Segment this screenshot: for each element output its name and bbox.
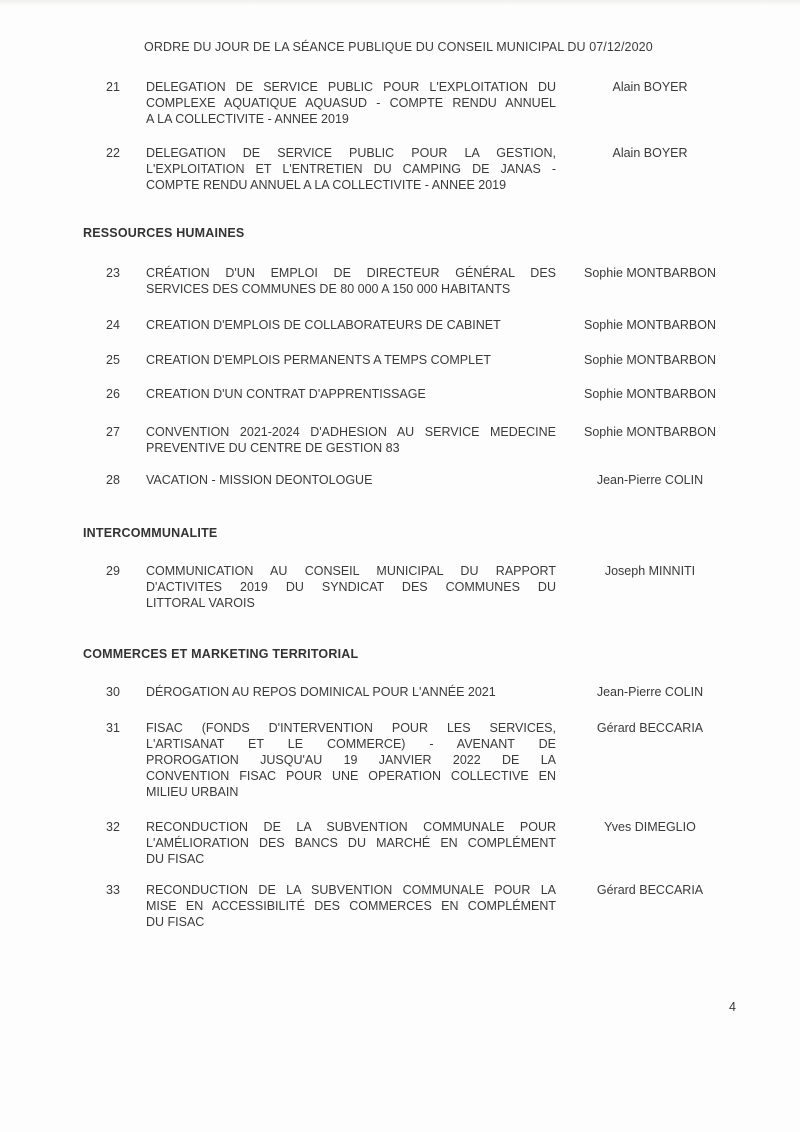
item-presenter: Sophie MONTBARBON: [584, 387, 716, 401]
section-heading: RESSOURCES HUMAINES: [83, 226, 245, 240]
item-number: 23: [106, 266, 120, 280]
item-presenter: Sophie MONTBARBON: [584, 425, 716, 439]
item-title-line: A LA COLLECTIVITE - ANNEE 2019: [146, 112, 349, 126]
item-title-line: FISAC (FONDS D'INTERVENTION POUR LES SERVICES,: [146, 721, 556, 735]
item-title-line: PROROGATION JUSQU'AU 19 JANVIER 2022 DE LA: [146, 753, 556, 767]
item-number: 28: [106, 473, 120, 487]
item-number: 21: [106, 80, 120, 94]
agenda-item-23: [0, 265, 800, 297]
item-presenter: Jean-Pierre COLIN: [596, 685, 704, 699]
agenda-item-26: [0, 386, 800, 402]
item-number: 31: [106, 721, 120, 735]
item-number: 33: [106, 883, 120, 897]
item-title-line: CREATION D'EMPLOIS DE COLLABORATEURS DE CABINET: [146, 318, 501, 332]
item-title-line: CREATION D'EMPLOIS PERMANENTS A TEMPS COMPLET: [146, 353, 492, 367]
item-title-line: DU FISAC: [146, 852, 205, 866]
item-title-line: VACATION - MISSION DEONTOLOGUE: [146, 473, 373, 487]
item-title: [146, 563, 556, 611]
item-presenter: Sophie MONTBARBON: [584, 318, 716, 332]
item-title-line: L'ARTISANAT ET LE COMMERCE) - AVENANT DE: [146, 737, 556, 751]
section-heading: INTERCOMMUNALITE: [83, 526, 218, 540]
agenda-item-32: [0, 819, 800, 867]
item-title: [146, 684, 556, 700]
item-presenter: Gérard BECCARIA: [596, 883, 704, 897]
item-number: 29: [106, 564, 120, 578]
item-title: [146, 352, 556, 368]
item-title: [146, 472, 556, 488]
item-presenter: Sophie MONTBARBON: [584, 266, 716, 280]
agenda-item-24: [0, 317, 800, 333]
item-presenter: Yves DIMEGLIO: [604, 820, 696, 834]
agenda-item-22: [0, 145, 800, 193]
item-title-line: MILIEU URBAIN: [146, 785, 239, 799]
item-number: 25: [106, 353, 120, 367]
item-title: [146, 819, 556, 867]
item-title: [146, 317, 556, 333]
item-title: [146, 720, 556, 800]
item-title: [146, 79, 556, 127]
agenda-item-33: [0, 882, 800, 930]
item-presenter: Alain BOYER: [612, 146, 688, 160]
item-title-line: DÉROGATION AU REPOS DOMINICAL POUR L'ANNÉE 2021: [146, 685, 496, 699]
agenda-item-31: [0, 720, 800, 800]
agenda-item-30: [0, 684, 800, 700]
item-title-line: D'ACTIVITES 2019 DU SYNDICAT DES COMMUNES DU: [146, 580, 556, 594]
agenda-item-21: [0, 79, 800, 127]
item-title-line: PREVENTIVE DU CENTRE DE GESTION 83: [146, 441, 400, 455]
agenda-item-28: [0, 472, 800, 488]
agenda-item-29: [0, 563, 800, 611]
item-title-line: COMPTE RENDU ANNUEL A LA COLLECTIVITE - ANNEE 2019: [146, 178, 507, 192]
item-number: 24: [106, 318, 120, 332]
item-number: 26: [106, 387, 120, 401]
item-title-line: CONVENTION FISAC POUR UNE OPERATION COLLECTIVE EN: [146, 769, 556, 783]
item-title-line: DELEGATION DE SERVICE PUBLIC POUR LA GESTION,: [146, 146, 556, 160]
agenda-item-27: [0, 424, 800, 456]
item-title-line: DU FISAC: [146, 915, 205, 929]
document-header-title: ORDRE DU JOUR DE LA SÉANCE PUBLIQUE DU CONSEIL MUNICIPAL DU 07/12/2020: [144, 40, 653, 54]
item-title: [146, 424, 556, 456]
item-number: 32: [106, 820, 120, 834]
item-presenter: Joseph MINNITI: [604, 564, 696, 578]
item-title-line: LITTORAL VAROIS: [146, 596, 255, 610]
item-title: [146, 145, 556, 193]
item-title-line: MISE EN ACCESSIBILITÉ DES COMMERCES EN COMPLÉMENT: [146, 899, 556, 913]
item-presenter: Gérard BECCARIA: [596, 721, 704, 735]
item-title-line: L'EXPLOITATION ET L'ENTRETIEN DU CAMPING DE JANAS -: [146, 162, 556, 176]
item-title-line: L'AMÉLIORATION DES BANCS DU MARCHÉ EN COMPLÉMENT: [146, 836, 556, 850]
item-title-line: RECONDUCTION DE LA SUBVENTION COMMUNALE POUR LA: [146, 883, 556, 897]
item-title-line: COMPLEXE AQUATIQUE AQUASUD - COMPTE RENDU ANNUEL: [146, 96, 556, 110]
agenda-item-25: [0, 352, 800, 368]
item-presenter: Alain BOYER: [612, 80, 688, 94]
item-number: 22: [106, 146, 120, 160]
scan-artifact-band: [0, 0, 800, 5]
item-number: 30: [106, 685, 120, 699]
page-number: 4: [729, 1000, 736, 1014]
item-title-line: CONVENTION 2021-2024 D'ADHESION AU SERVICE MEDECINE: [146, 425, 556, 439]
item-presenter: Sophie MONTBARBON: [584, 353, 716, 367]
item-title-line: RECONDUCTION DE LA SUBVENTION COMMUNALE POUR: [146, 820, 556, 834]
item-presenter: Jean-Pierre COLIN: [596, 473, 704, 487]
item-title-line: CRÉATION D'UN EMPLOI DE DIRECTEUR GÉNÉRAL DES: [146, 266, 556, 280]
item-title: [146, 386, 556, 402]
item-title-line: COMMUNICATION AU CONSEIL MUNICIPAL DU RAPPORT: [146, 564, 556, 578]
item-title-line: SERVICES DES COMMUNES DE 80 000 A 150 000 HABITANTS: [146, 282, 511, 296]
section-heading: COMMERCES ET MARKETING TERRITORIAL: [83, 647, 359, 661]
item-title-line: DELEGATION DE SERVICE PUBLIC POUR L'EXPLOITATION DU: [146, 80, 556, 94]
agenda-sections: [0, 55, 800, 930]
item-title: [146, 882, 556, 930]
item-title: [146, 265, 556, 297]
item-number: 27: [106, 425, 120, 439]
item-title-line: CREATION D'UN CONTRAT D'APPRENTISSAGE: [146, 387, 426, 401]
